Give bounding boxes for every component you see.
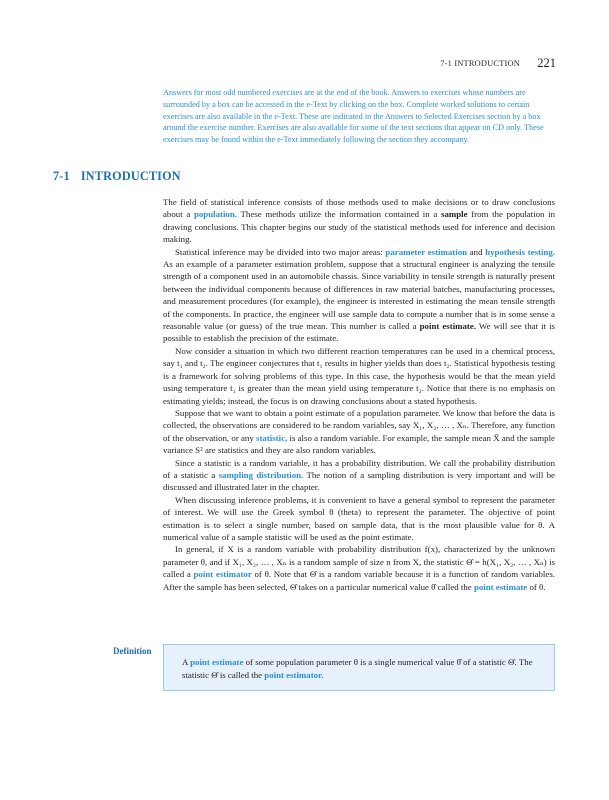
paragraph (163, 196, 555, 246)
text-run: from the population in drawing conclusions. This chapter begins our study of the statistical methods used for inference and decision making. (163, 209, 556, 245)
text-run: of θ. (527, 581, 546, 592)
section-title: INTRODUCTION (80, 169, 181, 183)
key-term: population. (193, 209, 237, 220)
paragraph (163, 345, 555, 407)
text-run: of θ. Note that Θ̂ is a random variable because it is a function of random variables. After the sample has been selected, Θ̂ takes on a particular numerical value θ̂ called the (163, 569, 555, 592)
paragraph (163, 457, 555, 494)
section-number: 7-1 (53, 169, 70, 183)
bold-term: sample (441, 209, 468, 220)
text-run: Since a statistic is a random variable, it has a probability distribution. We call the probability distribution of a statistic a (163, 457, 555, 480)
text-run: is also a random variable. For example, the sample mean X̄ and the sample variance S² are statistics and they are also random variables. (163, 432, 555, 456)
key-term: point estimate (473, 581, 528, 592)
key-term: point estimator (193, 569, 252, 580)
text-run: of some population parameter θ is a single numerical value θ̂ of a statistic Θ̂. The statistic Θ̂ is called the (182, 657, 533, 680)
text-run: Suppose that we want to obtain a point estimate of a population parameter. We know that before the data is collected, the observations are considered to be random variables, say X₁, X₂, … , Xₙ. Therefore, any function of the observation, or any (163, 407, 555, 443)
text-run: These methods utilize the information contained in a (236, 209, 441, 220)
definition-label: Definition (113, 646, 152, 656)
definition-box (163, 644, 555, 691)
paragraph (163, 246, 555, 345)
key-term: parameter estimation (385, 246, 468, 257)
text-run: Statistical inference may be divided into two major areas: (175, 246, 386, 257)
page-header (0, 56, 609, 72)
key-term: statistic, (256, 432, 288, 443)
running-head: 7-1 INTRODUCTION (440, 59, 520, 68)
text-run: The field of statistical inference consists of those methods used to make decisions or to draw conclusions about a (163, 197, 555, 220)
paragraph (163, 494, 555, 544)
text-run: When discussing inference problems, it is convenient to have a general symbol to represent the parameter of interest. We will use the Greek symbol θ (theta) to represent the parameter. The objective of point estimation is to select a single number, based on sample data, that is the most plausible value for θ. A numerical value of a sample statistic will be used as the point estimate. (163, 494, 555, 542)
text-run: A (182, 657, 191, 667)
definition-text (182, 656, 542, 682)
text-run: In general, if X is a random variable with probability distribution f(x), characterized by the unknown parameter θ, and if X₁, X₂, … , Xₙ is a random sample of size n from X, the statistic Θ̂ = h(X₁, X₂, … , Xₙ) is called a (163, 544, 555, 580)
section-heading (53, 169, 192, 184)
text-run: and (467, 246, 486, 257)
key-term: point estimate (190, 657, 244, 667)
exercise-note: Answers for most odd numbered exercises are at the end of the book. Answers to exercises whose numbers are surrounded by a box can be accessed in the e-Text by clicking on the box. Complete worked solutions to certain exercises are also available in the e-Text. These are indicated in the Answers to Selected Exercises section by a box around the exercise number. Exercises are also available for some of the text sections that appear on CD only. These exercises may be found within the e-Text immediately following the section they accompany. (163, 88, 544, 145)
key-term: point estimator. (264, 670, 324, 680)
paragraph (163, 543, 555, 593)
page-number: 221 (537, 56, 556, 70)
bold-term: point estimate. (419, 321, 477, 332)
body-text (163, 196, 555, 593)
paragraph (163, 407, 555, 457)
text-run: We will see that it is possible to establish the precision of the estimate. (163, 321, 555, 344)
key-term: hypothesis testing. (485, 246, 555, 257)
key-term: sampling distribution. (218, 469, 304, 480)
text-run: As an example of a parameter estimation problem, suppose that a structural engineer is analyzing the tensile strength of a component used in an automobile chassis. Since variability in tensile strength is naturally present between the individual components because of differences in raw material batches, manufacturing processes, and measurement procedures (for example), the engineer is interested in estimating the mean tensile strength of the components. In practice, the engineer will use sample data to compute a number that is in some sense a reasonable value (or guess) of the true mean. This number is called a (163, 259, 555, 332)
text-run: The notion of a sampling distribution is very important and will be discussed and illustrated later in the chapter. (163, 469, 555, 493)
text-run: Now consider a situation in which two different reaction temperatures can be used in a chemical process, say t₁ and t₂. The engineer conjectures that t₁ results in higher yields than does t₂. Statistical hypothesis testing is a framework for solving problems of this type. In this case, the hypothesis would be that the mean yield using temperature t₁ is greater than the mean yield using temperature t₂. Notice that there is no emphasis on estimating yields; instead, the focus is on drawing conclusions about a stated hypothesis. (163, 345, 555, 406)
